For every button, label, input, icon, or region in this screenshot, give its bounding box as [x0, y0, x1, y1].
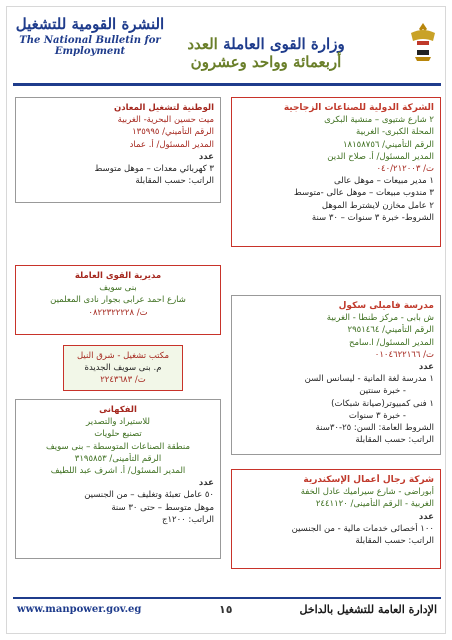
- job-item: ٣ مندوب مبيعات – موهل عالى -متوسط: [293, 188, 434, 199]
- job-detail: موهل متوسط – حتى ٣٠ سنة: [111, 502, 214, 513]
- ministry-name: وزارة القوى العاملة: [223, 35, 345, 53]
- company-city: المحلة الكبرى- الغربية: [356, 127, 434, 138]
- job-card-nile-office: [63, 345, 183, 391]
- company-line: للاستيراد والتصدير: [86, 417, 150, 428]
- company-address: ٢ شارع شتيوى – منشية البكرى: [324, 115, 434, 126]
- bulletin-page: [6, 6, 446, 634]
- salary-text: الراتب: حسب المقابلة: [355, 435, 434, 446]
- job-card-school: [231, 295, 441, 455]
- office-address: شارع احمد عرابى بجوار نادى المعلمين: [50, 295, 186, 306]
- count-label: عدد: [198, 151, 214, 162]
- job-card-workforce: [15, 265, 221, 335]
- conditions-text: الشروط- خبرة ٣ سنوات – ٣٠ سنة: [311, 212, 434, 223]
- footer-admin-title: الإدارة العامة للتشغيل بالداخل: [299, 603, 437, 616]
- company-address: ميت حسين البحرية- الغربية: [117, 115, 214, 126]
- header-divider: [13, 83, 441, 86]
- job-item: ٣ كهربائي معدات – موهل متوسط: [94, 164, 214, 175]
- company-title: شركة رجال أعمال الإسكندرية: [303, 475, 434, 485]
- bulletin-logo: [15, 15, 165, 57]
- company-title: الشركة الدولية للصناعات الزجاجية: [283, 103, 434, 113]
- website-link[interactable]: www.manpower.gov.eg: [17, 604, 142, 615]
- count-label: عدد: [418, 511, 434, 522]
- manager-name: المدير المسئول/ ا.سامح: [348, 337, 434, 348]
- job-card-glass: [231, 97, 441, 247]
- company-line: تصنيع حلويات: [94, 429, 142, 440]
- office-phone: ت/ ٠٨٢٢٣٢٢٢٢٨: [88, 307, 148, 318]
- company-address: أبوراضى - شارع سيراميك عادل الخفة: [300, 487, 434, 498]
- job-item: ١٠٠ أخصائى خدمات مالية - من الجنسين: [291, 523, 434, 534]
- office-city: م. بنى سويف الجديدة: [84, 363, 162, 374]
- count-label: عدد: [418, 362, 434, 373]
- job-card-mining: [15, 97, 221, 203]
- company-phone: ت/ ٠١٠٤٦٢٢١٦٦: [374, 349, 434, 360]
- company-phone: ت/ ٠٤٠/٢١٢٠٠٣: [376, 164, 434, 175]
- office-title: مكتب تشغيل - شرق النيل: [76, 351, 169, 361]
- job-item: ١ فنى كمبيوتر(صيانة شبكات): [331, 398, 434, 409]
- page-header: [7, 7, 447, 91]
- job-card-fakahany: [15, 399, 221, 559]
- page-number: ١٥: [219, 603, 233, 616]
- company-title: مدرسة فاميلى سكول: [338, 301, 434, 311]
- office-city: بنى سويف: [99, 283, 137, 294]
- company-title: الوطنية لتشغيل المعادن: [113, 103, 214, 113]
- manager-name: المدير المسئول/ أ. اشرف عبد اللطيف: [50, 466, 186, 477]
- issue-label: العدد أربعمائة وواحد وعشرون: [187, 35, 342, 71]
- company-title: الفكهانى: [99, 405, 137, 415]
- job-item: ١ مدير مبيعات – موهل عالى: [334, 176, 434, 187]
- job-item: ٥٠ عامل تعبئة وتغليف – من الجنسين: [84, 490, 214, 501]
- office-phone: ت/ ٢٢٤٣٦٨٣: [100, 375, 146, 386]
- count-label: عدد: [198, 478, 214, 489]
- job-card-alex: [231, 469, 441, 569]
- manager-name: المدير المسئول/ أ. صلاح الدين: [327, 151, 434, 162]
- insurance-number: الرقم التأميني/ ١٨١٥٨٧٥٦: [342, 139, 434, 150]
- insurance-number: الرقم التأمينى/ ٣١٩٥٨٥٣: [74, 453, 162, 464]
- eagle-emblem-icon: [407, 19, 439, 67]
- job-detail: - خبرة ٣ سنوات: [348, 410, 406, 421]
- job-detail: - خبرة سنتين: [359, 386, 406, 397]
- company-address: ش بابى - مركز طنطا - الغربية: [326, 313, 434, 324]
- job-item: ٢ عامل مخازن لايشترط الموهل: [321, 200, 434, 211]
- page-footer: [13, 597, 441, 623]
- salary-text: الراتب: ١٢٠٠ج: [161, 514, 214, 525]
- bulletin-title-en: The National Bulletin for Employment: [19, 35, 161, 57]
- issue-banner: [171, 35, 361, 71]
- insurance-number: الغربية - الرقم التأمينى/ ٢٤٤١١٢٠: [315, 499, 434, 510]
- salary-text: الراتب: حسب المقابلة: [355, 536, 434, 547]
- company-address: منطقة الصناعات المتوسطة – بنى سويف: [45, 441, 190, 452]
- bulletin-title-ar: النشرة القومية للتشغيل: [15, 15, 165, 33]
- insurance-number: الرقم التأميني/ ٢٩٥١٤٦٤: [347, 325, 434, 336]
- manager-name: المدير المسئول/ أ. عماد: [129, 139, 214, 150]
- job-item: ١ مدرسة لغة المانية - ليسانس السن: [304, 374, 434, 385]
- office-title: مديرية القوى العاملة: [74, 271, 162, 281]
- insurance-number: الرقم التأميني/ ١٣٥٩٩٥: [132, 127, 214, 138]
- salary-text: الراتب: حسب المقابلة: [135, 176, 214, 187]
- conditions-text: الشروط العامة: السن: ٢٥-٣٠سنة: [315, 423, 434, 434]
